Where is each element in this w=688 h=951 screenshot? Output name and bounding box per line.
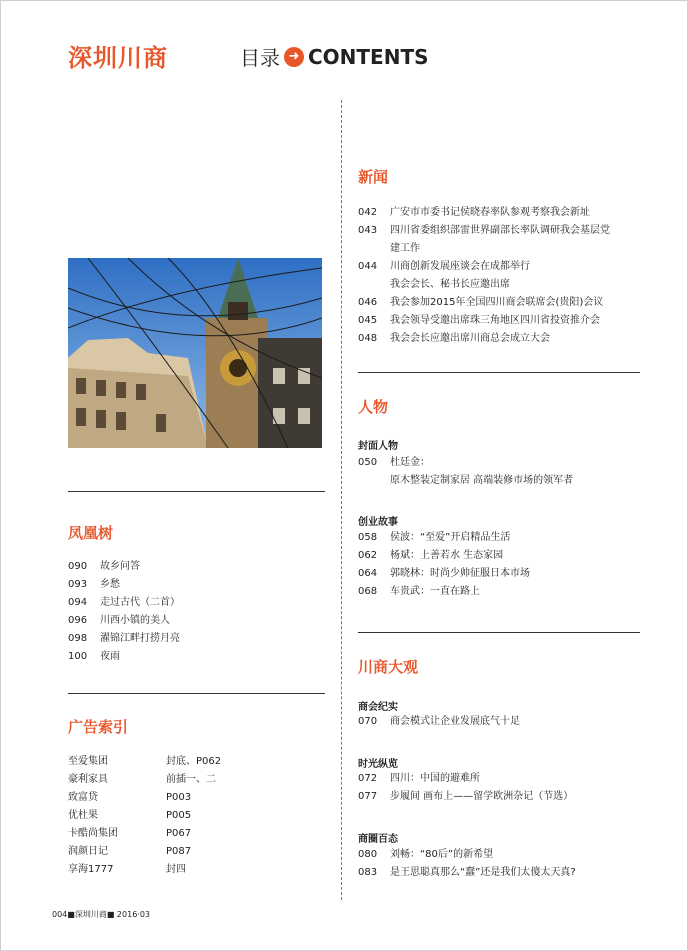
section-phoenix-title: 凤凰树 xyxy=(68,524,114,542)
subsection-circle-title: 商圈百态 xyxy=(358,834,398,845)
list-item-continuation: 我会会长、秘书长应邀出席 xyxy=(390,279,510,290)
subsection-cover-title: 封面人物 xyxy=(358,441,398,452)
ad-item[interactable]: 享海1777 封四 xyxy=(68,864,186,875)
ad-item[interactable]: 优杜果 P005 xyxy=(68,810,192,821)
list-item[interactable]: 072 四川：中国的避难所 xyxy=(358,773,480,784)
cover-list xyxy=(358,454,573,490)
contents-heading xyxy=(240,42,429,71)
record-list xyxy=(358,713,520,731)
list-item-continuation: 原木整装定制家居 高端装修市场的领军者 xyxy=(390,475,574,486)
page-footer: 004■深圳川商■ 2016·03 xyxy=(52,910,151,919)
list-item[interactable]: 045 我会领导受邀出席珠三角地区四川省投资推介会 xyxy=(358,315,600,326)
divider xyxy=(358,372,640,373)
contents-en: CONTENTS xyxy=(308,44,429,69)
divider xyxy=(68,693,325,694)
list-item[interactable]: 093 乡愁 xyxy=(68,579,120,590)
divider xyxy=(68,491,325,492)
ad-item[interactable]: 至爱集团 封底、P062 xyxy=(68,756,222,767)
ad-item[interactable]: 致富贷 P003 xyxy=(68,792,192,803)
list-item[interactable]: 096 川西小镇的美人 xyxy=(68,615,170,626)
list-item[interactable]: 046 我会参加2015年全国四川商会联席会(贵阳)会议 xyxy=(358,297,604,308)
time-list xyxy=(358,770,573,806)
section-people-title: 人物 xyxy=(358,398,389,416)
section-overview-title: 川商大观 xyxy=(358,658,419,676)
section-ads-title: 广告索引 xyxy=(68,718,129,736)
ads-list xyxy=(68,753,222,879)
list-item[interactable]: 083 是王思聪真那么“蠢”还是我们太傻太天真? xyxy=(358,867,576,878)
section-news-title: 新闻 xyxy=(358,168,389,186)
subsection-startup-title: 创业故事 xyxy=(358,517,398,528)
list-item[interactable]: 068 车贵武：一直在路上 xyxy=(358,586,480,597)
list-item[interactable]: 094 走过古代（二首） xyxy=(68,597,180,608)
magazine-logo: 深圳川商 xyxy=(68,44,168,72)
right-arrow-icon: ➜ xyxy=(284,47,304,67)
list-item[interactable]: 050 杜廷金： xyxy=(358,457,430,468)
list-item[interactable]: 058 侯波：“至爱”开启精品生活 xyxy=(358,532,511,543)
ad-item[interactable]: 卡酷尚集团 P067 xyxy=(68,828,192,839)
circle-list xyxy=(358,846,576,882)
list-item[interactable]: 042 广安市市委书记侯晓春率队参观考察我会新址 xyxy=(358,207,590,218)
contents-cn: 目录 xyxy=(240,46,280,70)
list-item[interactable]: 077 步履间 画布上——留学欧洲杂记（节选） xyxy=(358,791,574,802)
ad-item[interactable]: 润颜日记 P087 xyxy=(68,846,192,857)
list-item-continuation: 建工作 xyxy=(390,243,420,254)
list-item[interactable]: 070 商会模式让企业发展底气十足 xyxy=(358,716,520,727)
list-item[interactable]: 100 夜雨 xyxy=(68,651,120,662)
list-item[interactable]: 044 川商创新发展座谈会在成都举行 xyxy=(358,261,530,272)
list-item[interactable]: 043 四川省委组织部雷世界副部长率队调研我会基层党 xyxy=(358,225,610,236)
divider xyxy=(358,632,640,633)
phoenix-list xyxy=(68,558,180,666)
list-item[interactable]: 062 杨斌：上善若水 生态家园 xyxy=(358,550,504,561)
list-item[interactable]: 064 郭晓林：时尚少帅征服日本市场 xyxy=(358,568,530,579)
subsection-time-title: 时光纵览 xyxy=(358,759,398,770)
subsection-record-title: 商会纪实 xyxy=(358,702,398,713)
list-item[interactable]: 090 故乡问答 xyxy=(68,561,140,572)
list-item[interactable]: 098 濯锦江畔打捞月亮 xyxy=(68,633,180,644)
clock-tower-photo xyxy=(68,258,322,448)
list-item[interactable]: 048 我会会长应邀出席川商总会成立大会 xyxy=(358,333,550,344)
list-item[interactable]: 080 刘畅：“80后”的新希望 xyxy=(358,849,494,860)
startup-list xyxy=(358,529,530,601)
column-divider xyxy=(341,100,342,900)
news-list xyxy=(358,204,610,348)
ad-item[interactable]: 豪利家具 前插一、二 xyxy=(68,774,216,785)
